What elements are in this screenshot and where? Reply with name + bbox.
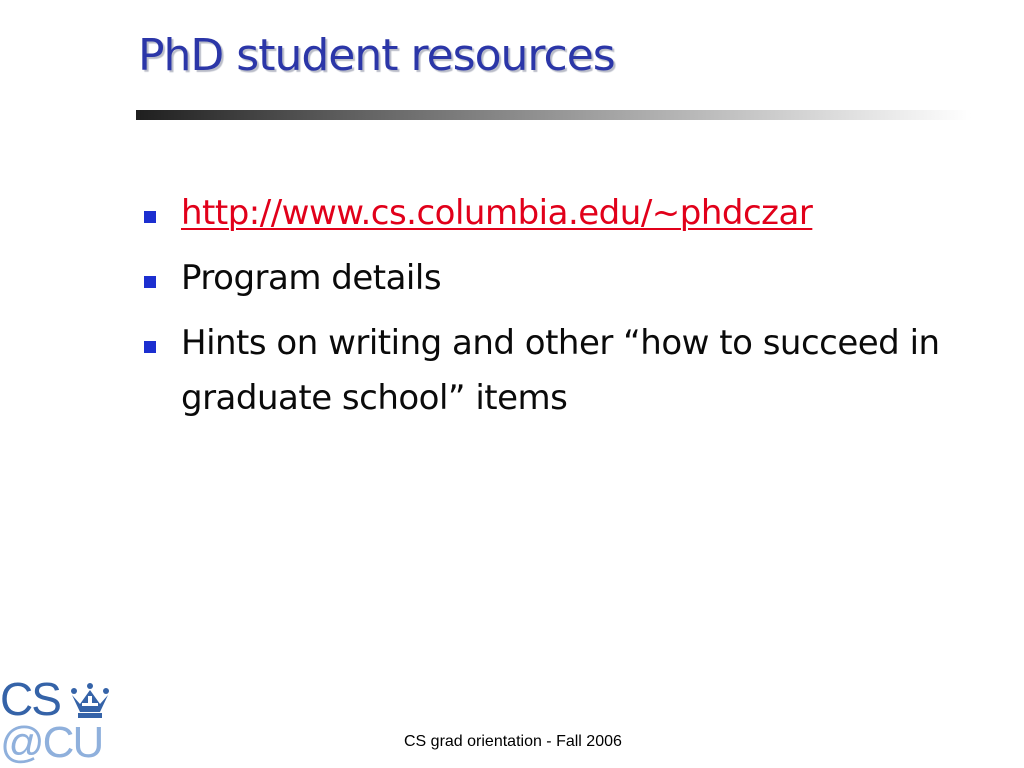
title-divider [136,110,972,120]
bullet-marker [144,341,156,353]
list-item [144,316,964,426]
list-item [144,251,964,306]
bullet-list [144,186,964,436]
bullet-marker [144,211,156,223]
cs-at-cu-logo [0,674,115,768]
list-item [144,186,964,241]
logo-cs-text: CS [0,673,60,725]
slide-title: PhD student resources [138,30,615,81]
bullet-text: Program details [181,258,442,298]
bullet-text: Hints on writing and other “how to succeed in graduate school” items [181,323,940,418]
crown-icon [68,682,112,720]
phdczar-link[interactable]: http://www.cs.columbia.edu/~phdczar [181,193,813,233]
logo-cu-text: @CU [0,718,103,767]
bullet-marker [144,276,156,288]
slide-footer: CS grad orientation - Fall 2006 [404,733,622,750]
